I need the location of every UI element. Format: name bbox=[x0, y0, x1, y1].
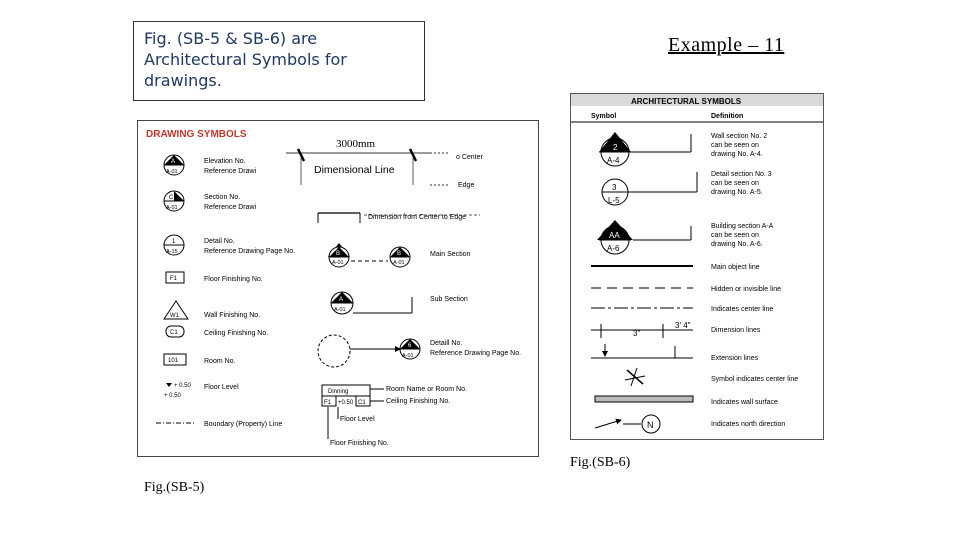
floor-level2-label: Floor Level bbox=[340, 416, 375, 423]
fig-sb6-caption: Fig.(SB-6) bbox=[570, 455, 631, 470]
col-definition: Definition bbox=[711, 113, 744, 120]
extension-lines bbox=[591, 344, 693, 358]
detail-dashed-circle bbox=[318, 335, 350, 367]
sub-section-symbol bbox=[331, 292, 412, 314]
def1-l3: drawing No. A-4. bbox=[711, 151, 763, 158]
north-N: N bbox=[647, 420, 654, 430]
room-name-label: Room Name or Room No. bbox=[386, 386, 467, 393]
main-section-symbols bbox=[328, 243, 410, 267]
def4: Main object line bbox=[711, 264, 760, 271]
def10: Indicates wall surface bbox=[711, 399, 778, 406]
detail-no2-label: Detaill No. bbox=[430, 340, 463, 347]
architectural-symbols-figure bbox=[571, 94, 823, 439]
room-name-symbol bbox=[322, 385, 384, 439]
room-no-label: Room No. bbox=[204, 358, 236, 365]
room-dinning: Dinning bbox=[328, 389, 349, 395]
partial-edge: Edge bbox=[458, 182, 475, 189]
dim-3ft4: 3' 4" bbox=[675, 321, 691, 330]
figure-sb6 bbox=[570, 93, 824, 440]
def2-l3: drawing No. A-5. bbox=[711, 189, 763, 196]
section-A01: A-01 bbox=[166, 205, 178, 211]
ceil-fin-label: Ceiling Finishing No. bbox=[204, 330, 269, 337]
def6: Indicates center line bbox=[711, 306, 774, 313]
floor-level-plus2: + 0.50 bbox=[164, 393, 181, 399]
section-ref-label: Reference Drawi bbox=[204, 204, 257, 211]
s3-num: AA bbox=[609, 231, 620, 240]
floor-fin2-label: Floor Finishing No. bbox=[330, 440, 389, 447]
detail-6: 6 bbox=[408, 343, 412, 349]
figure-sb5 bbox=[137, 120, 539, 457]
sub-section-label: Sub Section bbox=[430, 296, 468, 303]
def7: Dimension lines bbox=[711, 327, 761, 334]
overlay-dimensional-line: Dimensional Line bbox=[314, 164, 395, 176]
dim-center-edge: Dimension from Center to Edge bbox=[368, 214, 467, 221]
def11: Indicates north direction bbox=[711, 421, 786, 428]
caption-line-3: drawings. bbox=[144, 71, 222, 90]
detail-A01-b: A-01 bbox=[402, 353, 414, 359]
s1-ref: A-4 bbox=[607, 156, 620, 165]
detail-ref-symbol bbox=[400, 339, 420, 359]
def5: Hidden or invisible line bbox=[711, 286, 782, 293]
def1-l1: Wall section No. 2 bbox=[711, 133, 768, 140]
room-C1: C1 bbox=[358, 400, 366, 406]
def1-l2: can be seen on bbox=[711, 142, 759, 149]
def2-l1: Detail section No. 3 bbox=[711, 171, 772, 178]
col-symbol: Symbol bbox=[591, 113, 617, 120]
elev-ref-label: Reference Drawi bbox=[204, 168, 257, 175]
main-A01-1: A-01 bbox=[332, 260, 344, 266]
caption-line-1: Fig. (SB-5 & SB-6) are bbox=[144, 29, 318, 48]
wall-surface bbox=[595, 396, 693, 402]
drawing-symbols-figure bbox=[138, 121, 538, 456]
sb5-title: DRAWING SYMBOLS bbox=[146, 129, 247, 140]
detail-A15: A-15 bbox=[166, 249, 178, 255]
elev-A: A bbox=[171, 159, 176, 165]
center-symbol bbox=[625, 368, 645, 386]
wall-section-symbol bbox=[599, 132, 691, 166]
floor-level-plus: + 0.50 bbox=[174, 383, 191, 389]
floor-level-triangle bbox=[166, 383, 172, 387]
partial-center: o Center bbox=[456, 154, 483, 161]
dim-3in: 3" bbox=[633, 329, 641, 338]
room-101: 101 bbox=[168, 358, 179, 364]
sub-A01: A-01 bbox=[334, 307, 346, 313]
ceil-C1: C1 bbox=[170, 330, 178, 336]
def3-l1: Building section A-A bbox=[711, 223, 774, 230]
caption-line-2: Architectural Symbols for bbox=[144, 50, 347, 69]
main-B1: B bbox=[336, 251, 341, 257]
detail-ref2-label: Reference Drawing Page No. bbox=[430, 350, 522, 357]
main-section-label: Main Section bbox=[430, 251, 471, 258]
building-section-symbol bbox=[597, 220, 691, 254]
ceil-fin2-label: Ceiling Finishing No. bbox=[386, 398, 451, 405]
s3-ref: A-6 bbox=[607, 244, 620, 253]
sub-A: A bbox=[339, 297, 344, 303]
s1-num: 2 bbox=[613, 143, 618, 152]
s2-num: 3 bbox=[612, 183, 617, 192]
dimension-lines bbox=[591, 321, 693, 338]
example-title: Example – 11 bbox=[668, 34, 785, 56]
def2-l2: can be seen on bbox=[711, 180, 759, 187]
fig-sb5-caption: Fig.(SB-5) bbox=[144, 480, 205, 495]
elevation-symbol bbox=[164, 155, 184, 175]
north-symbol bbox=[595, 415, 660, 433]
detail-symbol bbox=[164, 235, 184, 255]
main-A01-2: A-01 bbox=[393, 260, 405, 266]
s2-ref: L-5 bbox=[608, 196, 620, 205]
def3-l3: drawing No. A-6. bbox=[711, 241, 763, 248]
section-C: C bbox=[169, 195, 174, 201]
wall-W1: W1 bbox=[170, 313, 179, 319]
caption-box bbox=[133, 21, 425, 101]
section-no-label: Section No. bbox=[204, 194, 241, 201]
wall-fin-label: Wall Finishing No. bbox=[204, 312, 261, 319]
boundary-label: Boundary (Property) Line bbox=[204, 421, 283, 428]
detail-no-label: Detail No. bbox=[204, 238, 235, 245]
def3-l2: can be seen on bbox=[711, 232, 759, 239]
elev-A01: A-01 bbox=[166, 169, 178, 175]
elev-no-label: Elevation No. bbox=[204, 158, 246, 165]
sb6-title: ARCHITECTURAL SYMBOLS bbox=[631, 97, 742, 106]
floor-fin-label: Floor Finishing No. bbox=[204, 276, 263, 283]
room-050: +0.50 bbox=[338, 400, 354, 406]
detail-1: 1 bbox=[172, 239, 176, 245]
def9: Symbol indicates center line bbox=[711, 376, 799, 383]
def8: Extension lines bbox=[711, 355, 759, 362]
main-B2: B bbox=[397, 251, 402, 257]
floor-level-label: Floor Level bbox=[204, 384, 239, 391]
overlay-3000mm: 3000mm bbox=[336, 138, 376, 150]
detail-ref-label: Reference Drawing Page No. bbox=[204, 248, 296, 255]
room-F1: F1 bbox=[324, 400, 332, 406]
section-symbol bbox=[164, 191, 184, 211]
detail-section-symbol bbox=[602, 172, 697, 205]
floor-F1: F1 bbox=[170, 276, 178, 282]
